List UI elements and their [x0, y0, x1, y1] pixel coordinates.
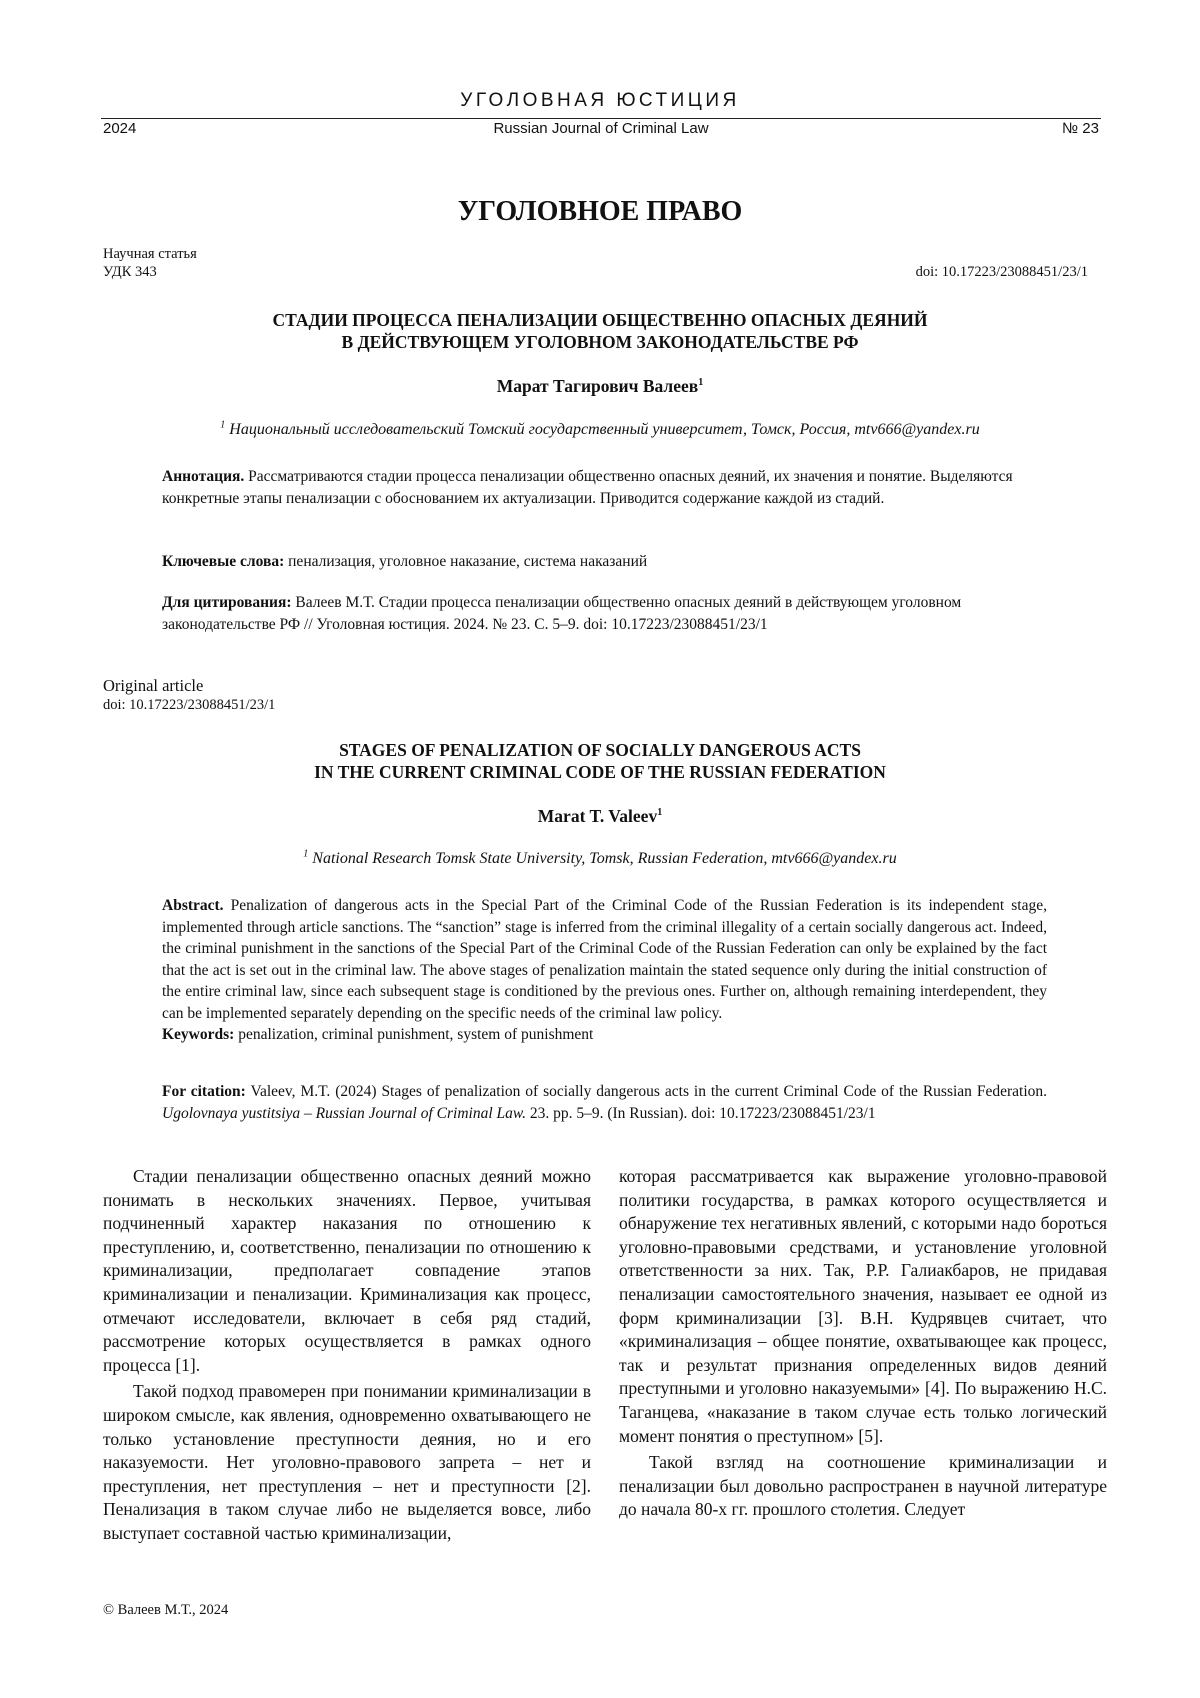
en-doi: doi: 10.17223/23088451/23/1: [103, 697, 275, 714]
ru-citation: [162, 592, 1047, 635]
en-author-name: Marat T. Valeev: [538, 806, 657, 826]
header-journal-english: Russian Journal of Criminal Law: [101, 120, 1101, 137]
ru-affiliation-text: Национальный исследовательский Томский государственный университет, Томск, Россия, mtv666@yandex.ru: [229, 421, 979, 438]
ru-keywords-label: Ключевые слова:: [162, 553, 284, 570]
body-paragraph: которая рассматривается как выражение уголовно-правовой политики государства, в рамках которого осуществляется и обнаружение тех негативных явлений, с которыми надо бороться уголовно-правовыми средствами, и установление уголовной ответственности за них. Так, Р.Р. Галиакбаров, не придавая пенализации самостоятельного значения, называет ее одной из форм криминализации [3]. В.Н. Кудрявцев считает, что «криминализация – общее понятие, охватывающее как процесс, так и результат признания определенных видов деяний преступными и уголовно наказуемыми» [4]. По выражению Н.С. Таганцева, «наказание в таком случае есть только логический момент понятия о преступном» [5].: [619, 1165, 1107, 1448]
en-abstract-text: Penalization of dangerous acts in the Special Part of the Criminal Code of the Russian Federation is its independent stage, implemented through article sanctions. The “sanction” stage is inferred from the criminal illegality of a certain socially dangerous act. Indeed, the criminal punishment in the sanctions of the Special Part of the Criminal Code of the Russian Federation can only be explained by the fact that the act is set out in the criminal law. The above stages of penalization maintain the stated sequence only during the initial construction of the entire criminal law, since each subsequent stage is conditioned by the previous ones. Further on, although remaining interdependent, they can be implemented separately depending on the specific needs of the criminal law policy.: [162, 897, 1047, 1022]
ru-keywords: [162, 551, 1047, 573]
en-article-type: Original article: [103, 676, 203, 696]
ru-affiliation-sup: 1: [220, 420, 225, 431]
header-issue: № 23: [1062, 120, 1099, 137]
copyright-notice: © Валеев М.Т., 2024: [103, 1602, 228, 1619]
en-author: [0, 806, 1200, 827]
body-paragraph: Такой подход правомерен при понимании криминализации в широком смысле, как явления, одновременно охватывающего не только установление преступности деяния, но и его наказуемости. Нет уголовно-правового запрета – нет и преступления, нет преступления – нет и преступности [2]. Пенализация в таком случае либо не выделяется вовсе, либо выступает составной частью криминализации,: [103, 1380, 591, 1545]
ru-article-title: [0, 309, 1200, 353]
ru-annotation-label: Аннотация.: [162, 468, 244, 485]
journal-title: УГОЛОВНАЯ ЮСТИЦИЯ: [0, 90, 1200, 112]
en-citation-text-2: 23. pp. 5–9. (In Russian). doi: 10.17223/23088451/23/1: [530, 1105, 876, 1122]
ru-citation-label: Для цитирования:: [162, 594, 292, 611]
ru-annotation-text: Рассматриваются стадии процесса пенализации общественно опасных деяний, их значения и понятие. Выделяются конкретные этапы пенализации с обоснованием их актуализации. Приводится содержание каждой из стадий.: [162, 468, 1013, 507]
header-year: 2024: [103, 120, 136, 137]
ru-author: [0, 376, 1200, 397]
en-author-sup: 1: [657, 807, 662, 818]
en-article-title: [0, 739, 1200, 783]
en-citation-text-1: Valeev, M.T. (2024) Stages of penalization of socially dangerous acts in the current Criminal Code of the Russian Federation.: [250, 1083, 1047, 1100]
body-left-column: [103, 1165, 591, 1549]
en-keywords-label: Keywords:: [162, 1026, 234, 1043]
ru-annotation: [162, 466, 1047, 509]
ru-author-sup: 1: [698, 377, 703, 388]
en-citation-label: For citation:: [162, 1083, 246, 1100]
en-citation: [162, 1081, 1047, 1124]
body-right-column: [619, 1165, 1107, 1525]
en-keywords-text: penalization, criminal punishment, system of punishment: [238, 1026, 593, 1043]
ru-title-line-1: СТАДИИ ПРОЦЕССА ПЕНАЛИЗАЦИИ ОБЩЕСТВЕННО ОПАСНЫХ ДЕЯНИЙ: [0, 309, 1200, 331]
ru-affiliation: [0, 421, 1200, 439]
en-citation-journal: Ugolovnaya yustitsiya – Russian Journal of Criminal Law.: [162, 1105, 526, 1122]
body-paragraph: Стадии пенализации общественно опасных деяний можно понимать в нескольких значениях. Первое, учитывая подчиненный характер наказания по отношению к преступлению, и, соответственно, пенализации по отношению к криминализации, предполагает совпадение этапов криминализации и пенализации. Криминализация как процесс, отмечают исследователи, включает в себя ряд стадий, рассмотрение которых осуществляется в рамках одного процесса [1].: [103, 1165, 591, 1377]
header-divider: [101, 118, 1101, 119]
en-abstract-label: Abstract.: [162, 897, 224, 914]
body-paragraph: Такой взгляд на соотношение криминализации и пенализации был довольно распространен в научной литературе до начала 80-х гг. прошлого столетия. Следует: [619, 1451, 1107, 1522]
en-affiliation: [0, 850, 1200, 868]
ru-keywords-text: пенализация, уголовное наказание, система наказаний: [288, 553, 647, 570]
ru-author-name: Марат Тагирович Валеев: [497, 376, 699, 396]
en-affiliation-text: National Research Tomsk State University, Tomsk, Russian Federation, mtv666@yandex.ru: [312, 850, 896, 867]
header-row: [101, 120, 1101, 142]
ru-article-type: Научная статья: [103, 246, 197, 263]
en-abstract: [162, 895, 1047, 1046]
ru-title-line-2: В ДЕЙСТВУЮЩЕМ УГОЛОВНОМ ЗАКОНОДАТЕЛЬСТВЕ РФ: [0, 331, 1200, 353]
en-affiliation-sup: 1: [303, 849, 308, 860]
en-title-line-2: IN THE CURRENT CRIMINAL CODE OF THE RUSSIAN FEDERATION: [0, 761, 1200, 783]
ru-doi: doi: 10.17223/23088451/23/1: [916, 264, 1088, 281]
en-title-line-1: STAGES OF PENALIZATION OF SOCIALLY DANGEROUS ACTS: [0, 739, 1200, 761]
ru-citation-text: Валеев М.Т. Стадии процесса пенализации общественно опасных деяний в действующем уголовном законодательстве РФ // Уголовная юстиция. 2024. № 23. С. 5–9. doi: 10.17223/23088451/23/1: [162, 594, 961, 633]
section-title: УГОЛОВНОЕ ПРАВО: [0, 196, 1200, 228]
ru-udk: УДК 343: [103, 264, 157, 281]
